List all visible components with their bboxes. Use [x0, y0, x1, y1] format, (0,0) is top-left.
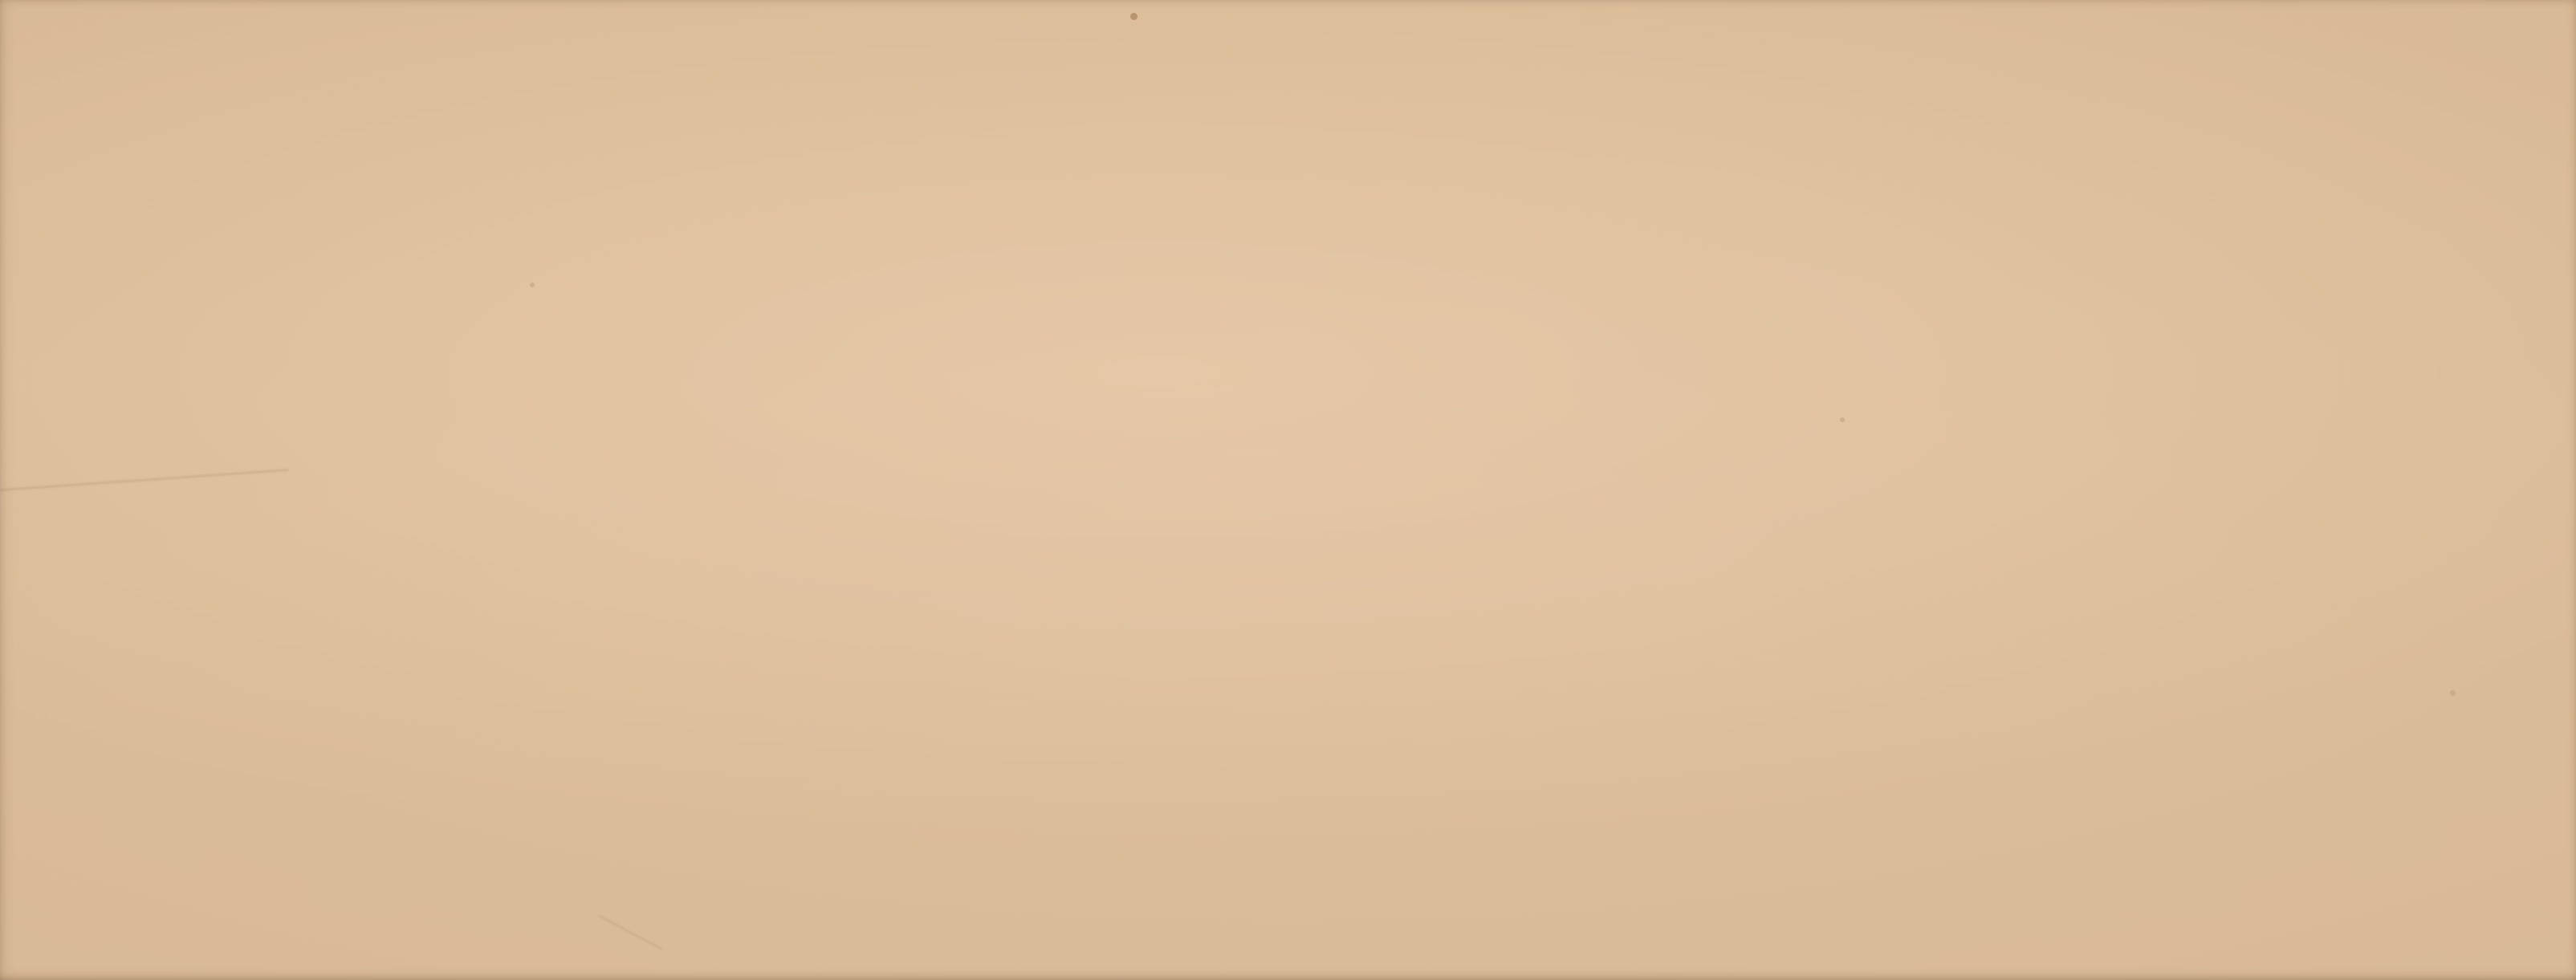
verse-column-left — [299, 403, 350, 563]
paper-speck — [2450, 690, 2456, 696]
paper-speck — [1840, 417, 1845, 422]
paper-speck — [530, 283, 535, 287]
paper-speck — [1130, 13, 1137, 20]
verse-column-right — [1418, 409, 1470, 570]
